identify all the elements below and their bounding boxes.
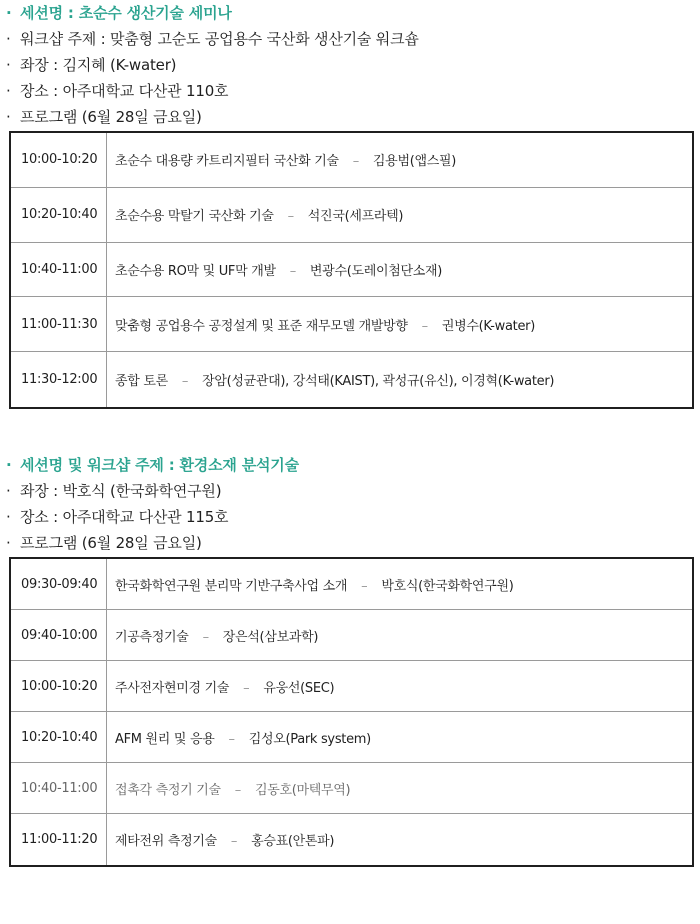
program-cell (107, 575, 692, 594)
bullet: · (6, 82, 11, 100)
info-text: 장소 : 아주대학교 다산관 115호 (20, 508, 229, 526)
program-cell (107, 626, 692, 645)
program-cell (107, 677, 692, 696)
bullet: · (6, 534, 11, 552)
session-title-text: 세션명 : 초순수 생산기술 세미나 (20, 4, 232, 22)
table-row (11, 352, 692, 407)
dash: – (230, 834, 238, 849)
bullet: · (6, 56, 11, 74)
speaker: 장은석(삼보과학) (222, 629, 319, 645)
session-1 (0, 0, 700, 390)
topic: 초순수 대용량 카트리지필터 국산화 기술 (115, 154, 339, 170)
topic: 맞춤형 공업용수 공정설계 및 표준 재무모델 개발방향 (115, 318, 408, 334)
time-cell: 09:30-09:40 (11, 559, 107, 609)
time-cell: 11:00-11:20 (11, 814, 107, 865)
dash: – (352, 154, 359, 170)
topic: 주사전자현미경 기술 (115, 680, 230, 696)
speaker: 장암(성균관대), 강석태(KAIST), 곽성규(유신), 이경혁(K-water) (202, 374, 555, 390)
program-date (0, 104, 700, 130)
time-cell: 10:40-11:00 (11, 243, 107, 297)
chair (0, 478, 700, 504)
chair (0, 52, 700, 78)
speaker: 홍승표(안톤파) (251, 834, 335, 849)
speaker: 김성오(Park system) (248, 731, 371, 747)
topic: 초순수용 RO막 및 UF막 개발 (115, 263, 276, 279)
time-cell: 11:30-12:00 (11, 352, 107, 407)
topic: 초순수용 막탈기 국산화 기술 (115, 209, 274, 225)
bullet: · (6, 4, 12, 22)
program-cell (107, 728, 692, 747)
info-text: 프로그램 (6월 28일 금요일) (20, 534, 202, 552)
speaker: 김동호(마텍무역) (254, 782, 351, 798)
bullet: · (6, 30, 11, 48)
topic: 제타전위 측정기술 (115, 834, 217, 849)
dash: – (228, 731, 235, 747)
program-cell (107, 315, 692, 334)
time-cell: 10:00-10:20 (11, 133, 107, 187)
bullet: · (6, 456, 12, 474)
speaker: 박호식(한국화학연구원) (381, 578, 514, 594)
schedule-table (9, 131, 694, 409)
session-title (0, 452, 700, 478)
time-cell: 09:40-10:00 (11, 610, 107, 660)
dash: – (287, 209, 294, 225)
session-title-text: 세션명 및 워크샵 주제 : 환경소재 분석기술 (20, 456, 299, 474)
topic: 기공측정기술 (115, 629, 189, 645)
dash: – (361, 578, 368, 594)
time-cell: 10:00-10:20 (11, 661, 107, 711)
schedule-table (9, 557, 694, 867)
workshop-topic (0, 26, 700, 52)
program-date (0, 530, 700, 556)
table-row (11, 661, 692, 712)
table-row (11, 814, 692, 865)
bullet: · (6, 508, 11, 526)
speaker: 석진국(세프라텍) (307, 209, 404, 225)
bullet: · (6, 108, 11, 126)
session-title (0, 0, 700, 26)
program-cell (107, 205, 692, 224)
dash: – (289, 263, 296, 279)
topic: 접촉각 측정기 기술 (115, 782, 221, 798)
program-cell (107, 150, 692, 169)
speaker: 변광수(도레이첨단소재) (309, 263, 443, 279)
dash: – (243, 680, 250, 696)
info-text: 프로그램 (6월 28일 금요일) (20, 108, 202, 126)
session-2 (0, 452, 700, 849)
table-row (11, 559, 692, 610)
info-text: 좌장 : 김지혜 (K-water) (20, 56, 177, 74)
table-row (11, 297, 692, 352)
table-row (11, 133, 692, 188)
time-cell: 11:00-11:30 (11, 297, 107, 351)
table-row (11, 243, 692, 298)
time-cell: 10:20-10:40 (11, 712, 107, 762)
program-cell (107, 830, 692, 849)
topic: 한국화학연구원 분리막 기반구축사업 소개 (115, 578, 348, 594)
dash: – (181, 374, 189, 390)
info-text: 좌장 : 박호식 (한국화학연구원) (20, 482, 222, 500)
program-cell (107, 260, 692, 279)
speaker: 유웅선(SEC) (263, 680, 335, 696)
table-row (11, 763, 692, 814)
topic: AFM 원리 및 응용 (115, 731, 215, 747)
program-cell (107, 370, 692, 389)
dash: – (202, 629, 209, 645)
dash: – (421, 318, 428, 334)
venue (0, 504, 700, 530)
speaker: 김용범(앱스필) (372, 154, 457, 170)
info-text: 워크샵 주제 : 맞춤형 고순도 공업용수 국산화 생산기술 워크숍 (20, 30, 419, 48)
table-row (11, 188, 692, 243)
dash: – (234, 782, 241, 798)
info-text: 장소 : 아주대학교 다산관 110호 (20, 82, 229, 100)
time-cell: 10:20-10:40 (11, 188, 107, 242)
speaker: 권병수(K-water) (441, 318, 535, 334)
table-row (11, 610, 692, 661)
venue (0, 78, 700, 104)
bullet: · (6, 482, 11, 500)
time-cell: 10:40-11:00 (11, 763, 107, 813)
table-row (11, 712, 692, 763)
program-cell (107, 779, 692, 798)
topic: 종합 토론 (115, 374, 168, 390)
